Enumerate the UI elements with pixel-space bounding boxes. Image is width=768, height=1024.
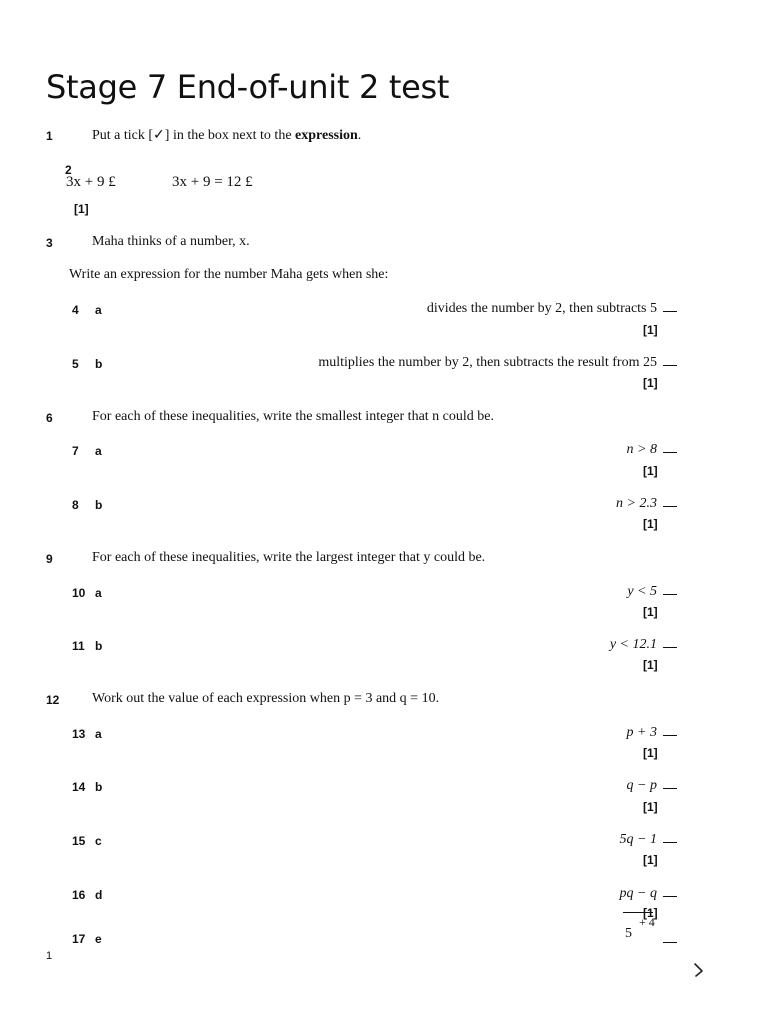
answer-prompt: n > 2.3 <box>616 496 657 511</box>
part-number: 13 <box>72 727 86 741</box>
answer-prompt: n > 8 <box>626 442 657 457</box>
mark: [1] <box>643 800 658 814</box>
sub-number: 2 <box>65 163 72 177</box>
question-number: 6 <box>46 411 53 425</box>
question-stem: Write an expression for the number Maha gets when she: <box>69 267 389 282</box>
answer-blank[interactable] <box>663 787 677 789</box>
fraction-bar <box>623 912 653 913</box>
part-label: b <box>95 639 103 653</box>
question-text-part: Put a tick [ <box>92 128 154 143</box>
mark: [1] <box>643 853 658 867</box>
mark: [1] <box>643 906 658 920</box>
part-number: 8 <box>72 498 79 512</box>
tick-symbol: ✓ <box>153 128 165 143</box>
option-equation[interactable]: 3x + 9 = 12 £ <box>172 174 253 190</box>
mark: [1] <box>643 323 658 337</box>
mark: [1] <box>643 746 658 760</box>
mark: [1] <box>74 202 89 216</box>
answer-prompt: divides the number by 2, then subtracts 5 <box>426 301 657 316</box>
mark: [1] <box>643 376 658 390</box>
answer-prompt: y < 12.1 <box>609 637 657 652</box>
answer-blank[interactable] <box>663 646 677 648</box>
part-number: 5 <box>72 357 79 371</box>
mark: [1] <box>643 605 658 619</box>
part-label: e <box>95 932 102 946</box>
question-text <box>92 127 361 144</box>
chevron-right-icon-graphic <box>692 962 706 978</box>
keyword: expression <box>295 128 358 143</box>
answer-line[interactable] <box>627 778 677 794</box>
answer-blank[interactable] <box>663 451 677 453</box>
answer-line[interactable] <box>627 584 677 600</box>
part-label: a <box>95 303 102 317</box>
part-number: 16 <box>72 888 86 902</box>
part-label: b <box>95 357 103 371</box>
part-label: a <box>95 727 102 741</box>
answer-blank[interactable] <box>663 734 677 736</box>
question-number: 3 <box>46 236 53 250</box>
fraction-denominator: 5 <box>625 926 632 941</box>
question-number: 12 <box>46 693 60 707</box>
part-label: a <box>95 444 102 458</box>
question-text: For each of these inequalities, write the largest integer that y could be. <box>92 550 486 565</box>
page-number: 1 <box>46 950 53 962</box>
answer-blank[interactable] <box>663 942 677 943</box>
chevron-right-icon[interactable] <box>692 962 706 978</box>
part-number: 17 <box>72 932 86 946</box>
answer-line[interactable] <box>318 355 677 371</box>
question-text: Maha thinks of a number, x. <box>92 234 250 249</box>
mark: [1] <box>643 517 658 531</box>
answer-line[interactable] <box>627 442 677 458</box>
answer-blank[interactable] <box>663 593 677 595</box>
answer-blank[interactable] <box>663 310 677 312</box>
part-number: 7 <box>72 444 79 458</box>
answer-line[interactable] <box>620 886 677 902</box>
answer-blank[interactable] <box>663 505 677 507</box>
part-number: 14 <box>72 780 86 794</box>
option-expression[interactable]: 3x + 9 £ <box>66 174 116 190</box>
part-label: c <box>95 834 102 848</box>
fraction-extra: + 4 <box>639 915 655 929</box>
answer-line[interactable] <box>616 496 677 512</box>
part-label: b <box>95 498 103 512</box>
answer-line[interactable] <box>627 725 677 741</box>
question-text: Work out the value of each expression when p = 3 and q = 10. <box>92 691 440 706</box>
part-number: 4 <box>72 303 79 317</box>
answer-prompt: pq − q <box>619 886 657 901</box>
question-number: 9 <box>46 552 53 566</box>
page-title: Stage 7 End-of-unit 2 test <box>46 68 450 106</box>
part-label: b <box>95 780 103 794</box>
answer-blank[interactable] <box>663 895 677 897</box>
part-number: 11 <box>72 639 85 653</box>
part-number: 15 <box>72 834 86 848</box>
answer-prompt: 5q − 1 <box>619 832 657 847</box>
answer-prompt: multiplies the number by 2, then subtracts the result from 25 <box>318 355 657 370</box>
question-text-part: ] in the box next to the <box>164 128 296 143</box>
answer-blank[interactable] <box>663 841 677 843</box>
question-number: 1 <box>46 129 53 143</box>
question-text: For each of these inequalities, write the smallest integer that n could be. <box>92 409 494 424</box>
part-number: 10 <box>72 586 86 600</box>
answer-blank[interactable] <box>663 364 677 366</box>
answer-line[interactable] <box>620 832 677 848</box>
part-label: d <box>95 888 103 902</box>
answer-prompt: q − p <box>626 778 657 793</box>
mark: [1] <box>643 658 658 672</box>
answer-line[interactable] <box>427 301 677 317</box>
question-text-part: . <box>357 128 362 143</box>
answer-prompt: y < 5 <box>627 584 657 599</box>
answer-prompt: p + 3 <box>626 725 657 740</box>
part-label: a <box>95 586 102 600</box>
answer-line[interactable] <box>610 637 677 653</box>
mark: [1] <box>643 464 658 478</box>
